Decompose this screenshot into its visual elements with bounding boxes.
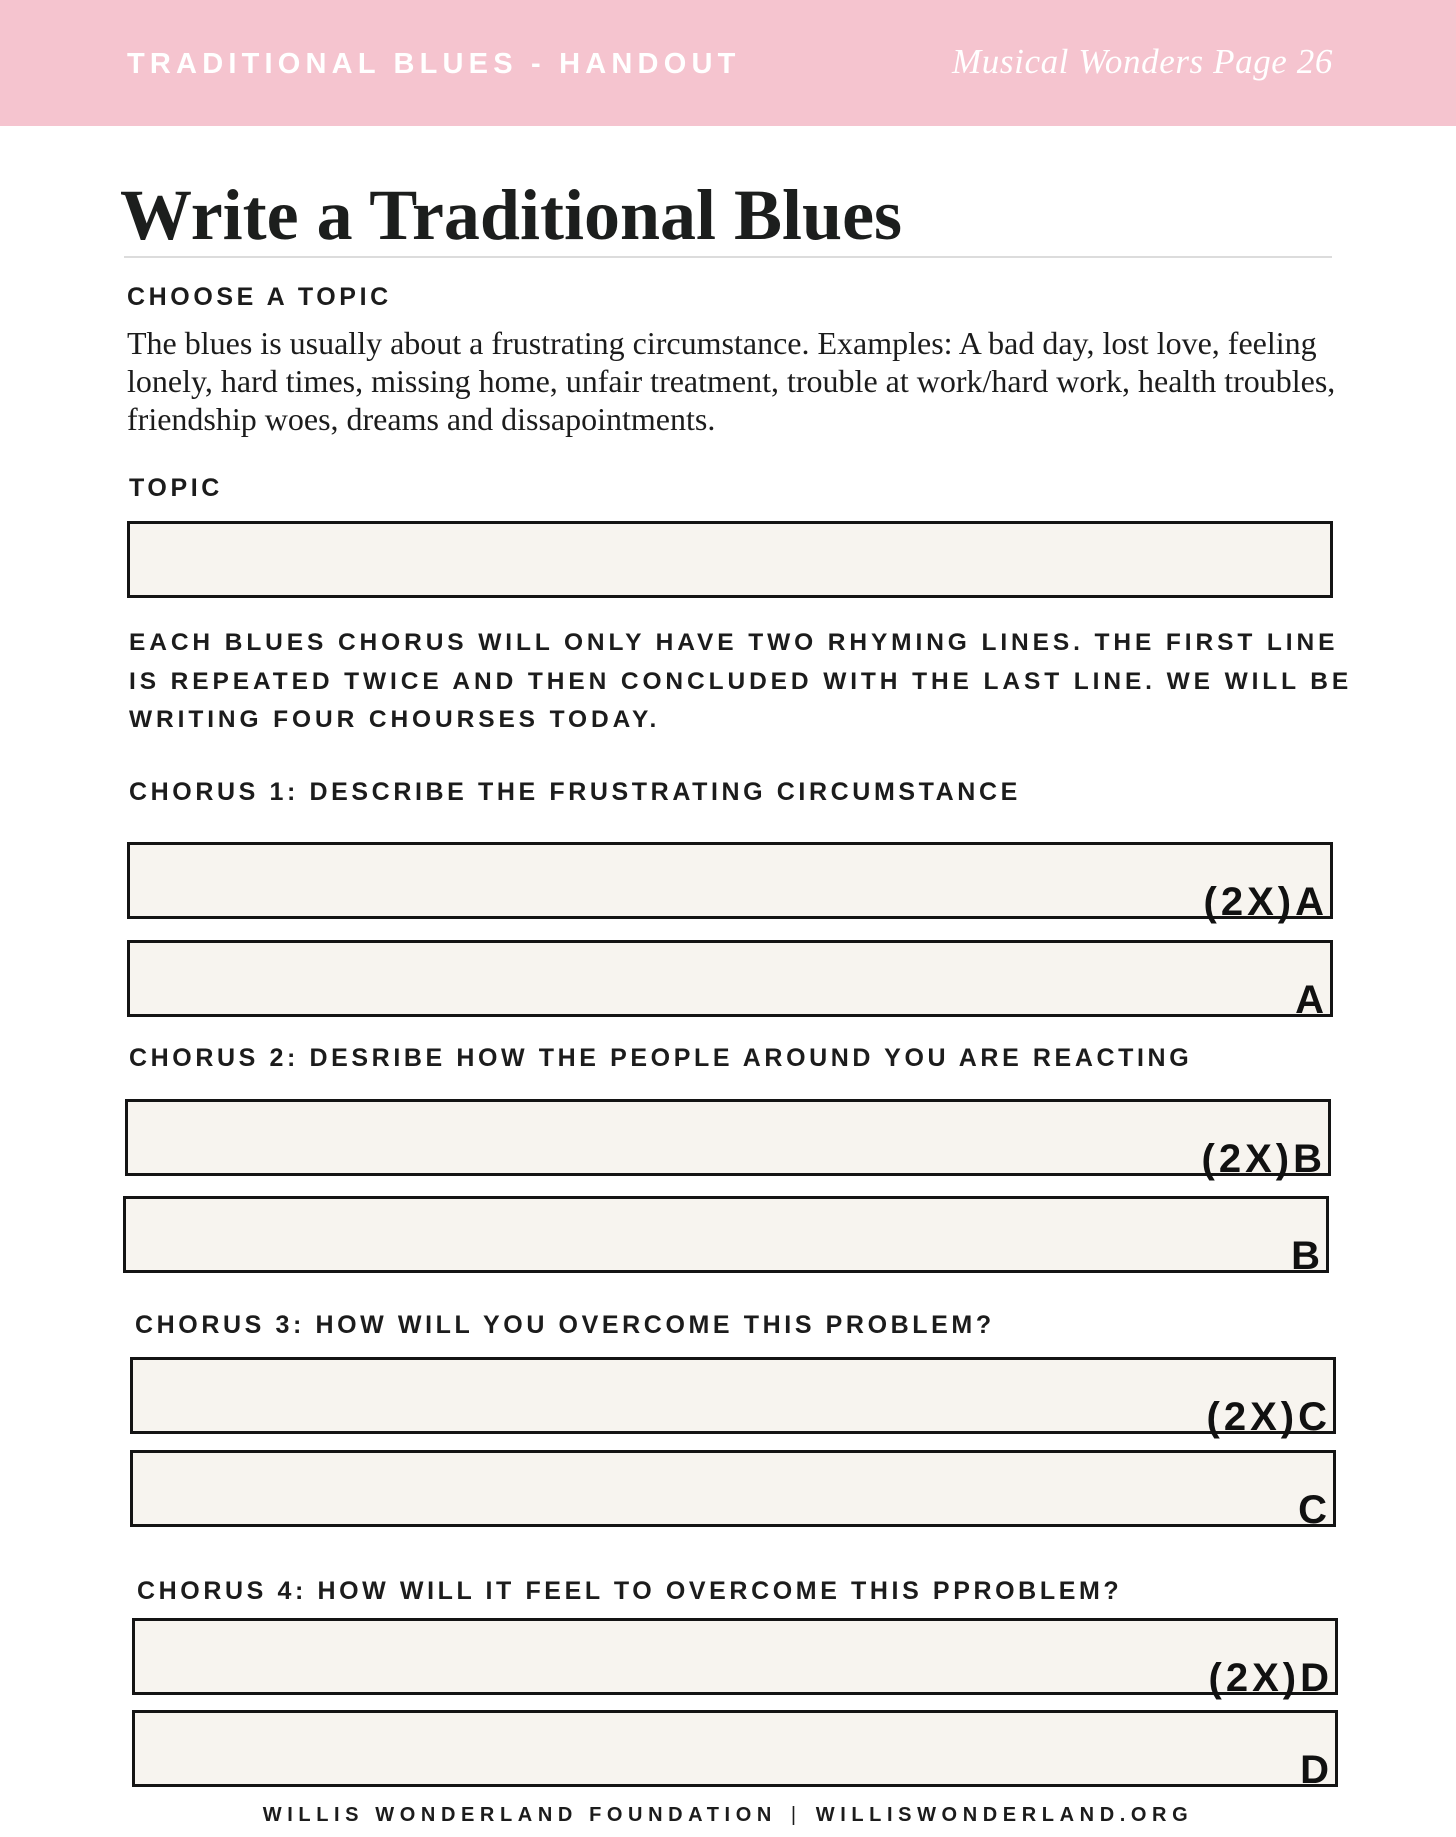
- footer-organization: WILLIS WONDERLAND FOUNDATION: [262, 1804, 777, 1826]
- chorus-1-heading: CHORUS 1: DESCRIBE THE FRUSTRATING CIRCUMSTANCE: [129, 778, 1021, 806]
- rhyme-tag: (2X)B: [1201, 1137, 1326, 1181]
- chorus-1-line-1-input[interactable]: [127, 842, 1333, 924]
- page-footer: [0, 1804, 1456, 1827]
- handout-title: TRADITIONAL BLUES - HANDOUT: [127, 48, 741, 80]
- choose-topic-description: The blues is usually about a frustrating circumstance. Examples: A bad day, lost love, feeling lonely, hard times, missing home, unfair treatment, trouble at work/hard work, health troubles, friendship woes, dreams and dissapointments.: [127, 325, 1336, 437]
- rhyme-tag: C: [1298, 1488, 1331, 1532]
- footer-website: WILLISWONDERLAND.ORG: [815, 1804, 1194, 1826]
- chorus-1-line-2-input[interactable]: [127, 940, 1333, 1022]
- chorus-2-line-1-input[interactable]: [125, 1099, 1331, 1181]
- topic-input[interactable]: [127, 521, 1333, 598]
- rhyme-tag: D: [1300, 1748, 1333, 1792]
- chorus-3-line-1-input[interactable]: [130, 1357, 1336, 1439]
- rhyme-tag: (2X)C: [1206, 1395, 1331, 1439]
- rhyme-tag: (2X)A: [1203, 880, 1328, 924]
- title-divider: [124, 256, 1332, 258]
- rhyme-tag: (2X)D: [1208, 1656, 1333, 1700]
- page-reference: Musical Wonders Page 26: [952, 42, 1333, 81]
- rhyme-tag: B: [1291, 1234, 1324, 1278]
- chorus-4-heading: CHORUS 4: HOW WILL IT FEEL TO OVERCOME THIS PPROBLEM?: [137, 1577, 1123, 1605]
- footer-separator: |: [790, 1804, 802, 1826]
- page-title: Write a Traditional Blues: [120, 175, 903, 255]
- page-header: [0, 0, 1456, 126]
- chorus-3-heading: CHORUS 3: HOW WILL YOU OVERCOME THIS PROBLEM?: [135, 1311, 995, 1339]
- chorus-instructions: EACH BLUES CHORUS WILL ONLY HAVE TWO RHYMING LINES. THE FIRST LINE IS REPEATED TWICE AND THEN CONCLUDED WITH THE LAST LINE. WE WILL BE WRITING FOUR CHOURSES TODAY.: [129, 629, 1353, 733]
- rhyme-tag: A: [1295, 978, 1328, 1022]
- chorus-4-line-1-input[interactable]: [132, 1618, 1338, 1700]
- chorus-4-line-2-input[interactable]: [132, 1710, 1338, 1792]
- choose-topic-heading: CHOOSE A TOPIC: [127, 283, 392, 311]
- topic-label: TOPIC: [129, 474, 223, 502]
- chorus-2-line-2-input[interactable]: [123, 1196, 1329, 1278]
- chorus-2-heading: CHORUS 2: DESRIBE HOW THE PEOPLE AROUND YOU ARE REACTING: [129, 1044, 1193, 1072]
- chorus-3-line-2-input[interactable]: [130, 1450, 1336, 1532]
